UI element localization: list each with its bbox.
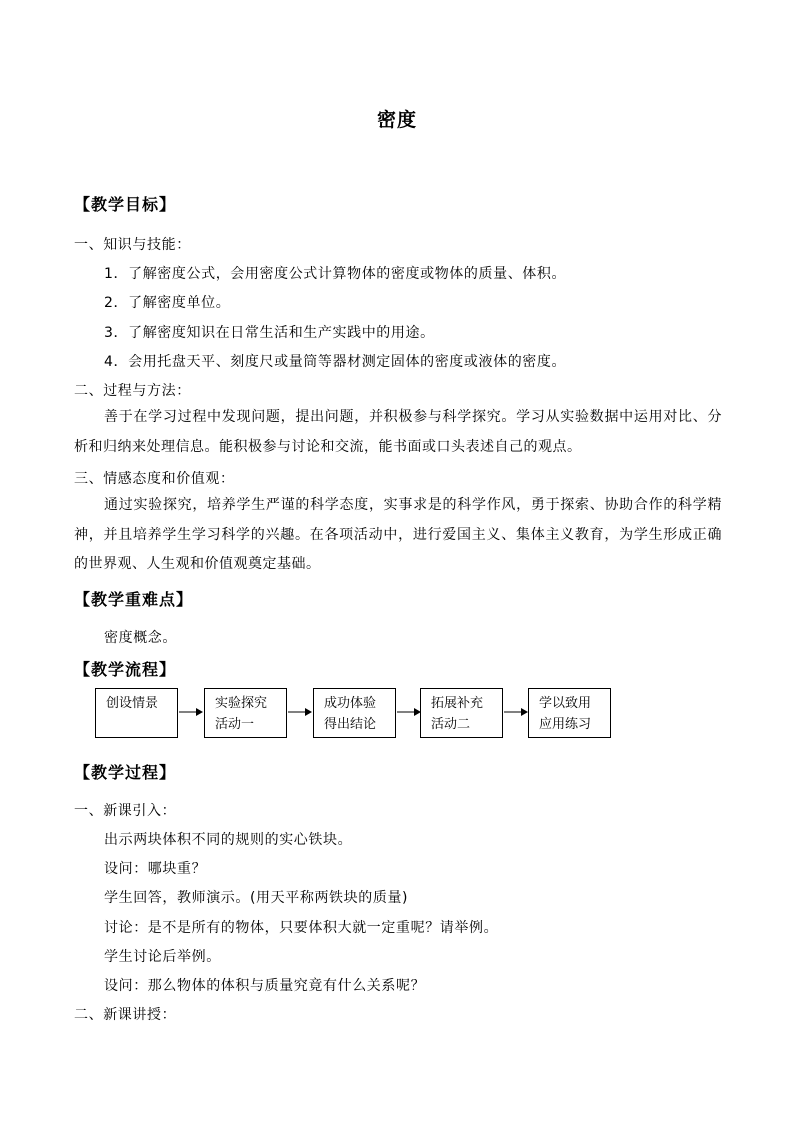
- flow-step-5-line2: 应用练习: [539, 717, 592, 732]
- intro-line-2: 设问：哪块重？: [104, 861, 207, 877]
- knowledge-item-4: 4．会用托盘天平、刻度尺或量筒等器材测定固体的密度或液体的密度。: [104, 354, 567, 370]
- intro-line-4: 讨论：是不是所有的物体，只要体积大就一定重呢？请举例。: [104, 920, 499, 936]
- flow-step-4-line1: 拓展补充: [431, 696, 484, 711]
- intro-label: 一、新课引入：: [74, 803, 177, 819]
- process-heading: 【教学过程】: [74, 763, 177, 782]
- key-points-heading: 【教学重难点】: [74, 590, 194, 609]
- flow-step-5-line1: 学以致用: [539, 696, 592, 711]
- knowledge-item-2: 2．了解密度单位。: [104, 295, 231, 311]
- flow-step-3-line1: 成功体验: [324, 696, 377, 711]
- flow-step-3: [313, 688, 396, 738]
- flow-step-1: [95, 688, 178, 738]
- flow-step-2-line2: 活动一: [215, 717, 255, 732]
- document-title: 密度: [376, 109, 417, 131]
- flow-step-5: [528, 688, 611, 738]
- flow-step-1-line1: 创设情景: [106, 696, 159, 711]
- intro-line-6: 设问：那么物体的体积与质量究竟有什么关系呢？: [104, 978, 426, 994]
- flow-arrow-1: [178, 702, 204, 722]
- flow-step-2: [204, 688, 287, 738]
- flow-heading: 【教学流程】: [74, 660, 177, 679]
- process-method-paragraph: 善于在学习过程中发现问题，提出问题，并积极参与科学探究。学习从实验数据中运用对比、分析和归纳来处理信息。能积极参与讨论和交流，能书面或口头表述自己的观点。: [74, 409, 722, 455]
- process-method-label: 二、过程与方法：: [74, 383, 191, 399]
- flow-arrow-3: [396, 702, 422, 722]
- key-points-text: 密度概念。: [104, 630, 177, 646]
- knowledge-label: 一、知识与技能：: [74, 237, 191, 253]
- teaching-flow-diagram: [95, 688, 615, 742]
- intro-line-1: 出示两块体积不同的规则的实心铁块。: [104, 832, 353, 848]
- knowledge-item-3: 3．了解密度知识在日常生活和生产实践中的用途。: [104, 325, 435, 341]
- emotion-label: 三、情感态度和价值观：: [74, 471, 235, 487]
- flow-step-3-line2: 得出结论: [324, 717, 377, 732]
- lecture-label: 二、新课讲授：: [74, 1007, 177, 1023]
- flow-arrow-4: [503, 702, 529, 722]
- intro-line-5: 学生讨论后举例。: [104, 949, 221, 965]
- objectives-heading: 【教学目标】: [74, 195, 177, 214]
- flow-step-4: [420, 688, 503, 738]
- knowledge-item-1: 1．了解密度公式，会用密度公式计算物体的密度或物体的质量、体积。: [104, 266, 567, 282]
- emotion-paragraph: 通过实验探究，培养学生严谨的科学态度，实事求是的科学作风，勇于探索、协助合作的科学精神，并且培养学生学习科学的兴趣。在各项活动中，进行爱国主义、集体主义教育，为学生形成正确的世界观、人生观和价值观奠定基础。: [74, 497, 722, 572]
- intro-line-3: 学生回答，教师演示。(用天平称两铁块的质量): [104, 890, 409, 906]
- flow-arrow-2: [287, 702, 313, 722]
- flow-step-2-line1: 实验探究: [215, 696, 268, 711]
- flow-step-4-line2: 活动二: [431, 717, 471, 732]
